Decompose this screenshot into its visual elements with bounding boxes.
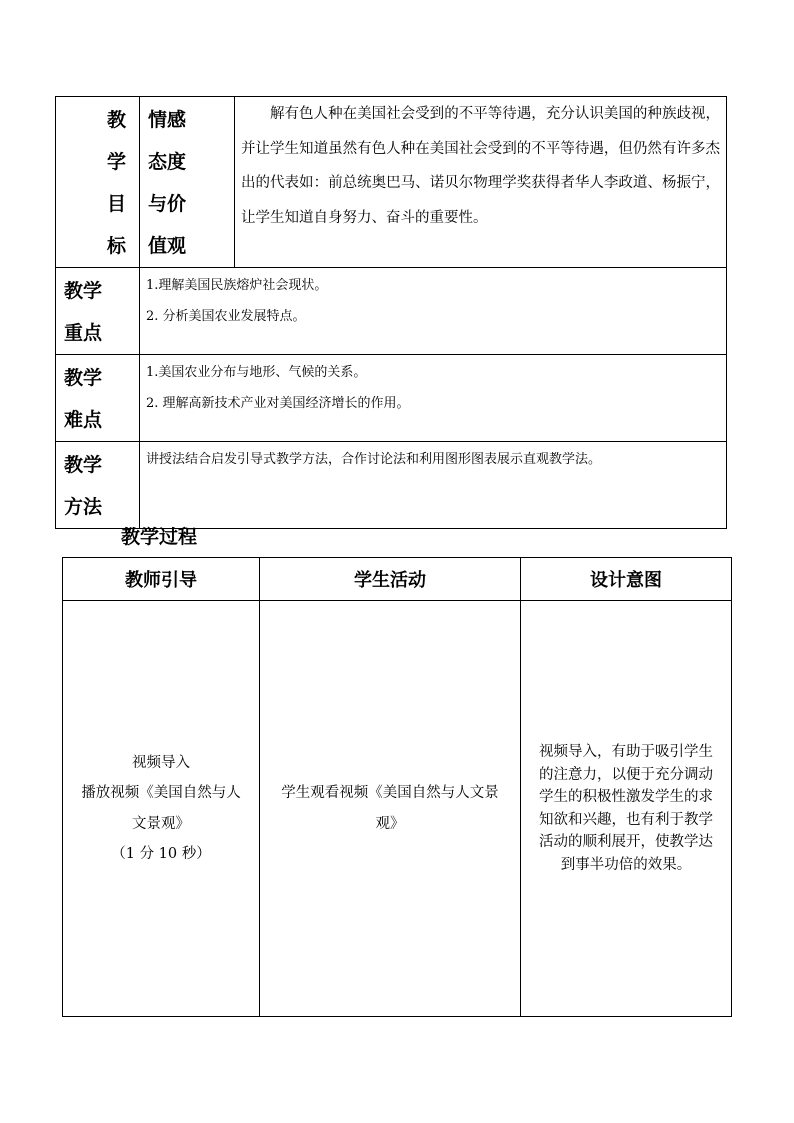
header-teacher-guide: 教师引导 — [63, 558, 260, 601]
key-points-label-line: 教学 — [64, 280, 103, 302]
goal-sub-label-line: 态度 — [148, 151, 187, 173]
key-point-item: 1.理解美国民族熔炉社会现状。 — [146, 278, 328, 293]
key-points-label-line: 重点 — [64, 322, 103, 344]
teacher-guide-line: 播放视频《美国自然与人 — [81, 785, 241, 801]
methods-label — [56, 442, 140, 529]
goal-sub-label-line: 值观 — [148, 235, 187, 257]
design-intent-cell — [521, 601, 732, 1017]
lesson-plan-table — [55, 96, 727, 529]
process-row — [63, 601, 732, 1017]
design-intent-line: 的注意力，以便于充分调动 — [539, 766, 713, 783]
process-table — [62, 557, 732, 1017]
teacher-guide-line: 文景观》 — [132, 815, 190, 832]
methods-row — [56, 442, 727, 529]
goal-row — [56, 97, 727, 268]
key-points-content — [140, 268, 727, 355]
design-intent-line: 知欲和兴趣，也有利于教学 — [539, 811, 713, 828]
design-intent-line: 学生的积极性激发学生的求 — [539, 789, 713, 805]
goal-label-char: 学 — [106, 151, 126, 173]
difficult-points-row — [56, 355, 727, 442]
key-points-row — [56, 268, 727, 355]
goal-text: 解有色人种在美国社会受到的不平等待遇，充分认识美国的种族歧视，并让学生知道虽然有色人种在美国社会受到的不平等待遇，但仍然有许多杰出的代表如：前总统奥巴马、诺贝尔物理学奖获得者华人李政道、杨振宁，让学生知道自身努力、奋斗的重要性。 — [235, 97, 727, 268]
goal-label — [56, 97, 140, 268]
key-points-label — [56, 268, 140, 355]
student-activity-line: 学生观看视频《美国自然与人文景 — [281, 785, 499, 801]
teacher-guide-line: （1 分 10 秒） — [111, 846, 211, 862]
goal-sub-label — [140, 97, 235, 268]
difficult-points-label — [56, 355, 140, 442]
goal-sub-label-line: 与价 — [148, 193, 187, 215]
goal-label-char: 目 — [106, 193, 126, 215]
process-title: 教学过程 — [121, 526, 198, 548]
methods-text: 讲授法结合启发引导式教学方法，合作讨论法和利用图形图表展示直观教学法。 — [146, 452, 602, 467]
header-design-intent: 设计意图 — [521, 558, 732, 601]
design-intent-line: 视频导入，有助于吸引学生 — [539, 744, 713, 760]
difficult-points-content — [140, 355, 727, 442]
methods-content — [140, 442, 727, 529]
methods-label-line: 方法 — [64, 496, 103, 518]
design-intent-line: 活动的顺利展开，使教学达 — [539, 834, 713, 850]
goal-label-char: 标 — [106, 235, 126, 257]
process-header-row — [63, 558, 732, 601]
difficult-point-item: 1.美国农业分布与地形、气候的关系。 — [146, 365, 367, 380]
goal-label-char: 教 — [106, 109, 126, 131]
key-point-item: 2. 分析美国农业发展特点。 — [146, 309, 306, 324]
methods-label-line: 教学 — [64, 454, 103, 476]
student-activity-line: 观》 — [375, 815, 405, 832]
teacher-guide-line: 视频导入 — [132, 754, 190, 771]
teacher-guide-cell — [63, 601, 260, 1017]
goal-sub-label-line: 情感 — [148, 109, 187, 131]
student-activity-cell — [260, 601, 521, 1017]
header-student-activity: 学生活动 — [260, 558, 521, 601]
difficult-points-label-line: 教学 — [64, 367, 103, 389]
difficult-point-item: 2. 理解高新技术产业对美国经济增长的作用。 — [146, 396, 410, 411]
design-intent-line: 到事半功倍的效果。 — [560, 856, 692, 873]
difficult-points-label-line: 难点 — [64, 409, 103, 431]
